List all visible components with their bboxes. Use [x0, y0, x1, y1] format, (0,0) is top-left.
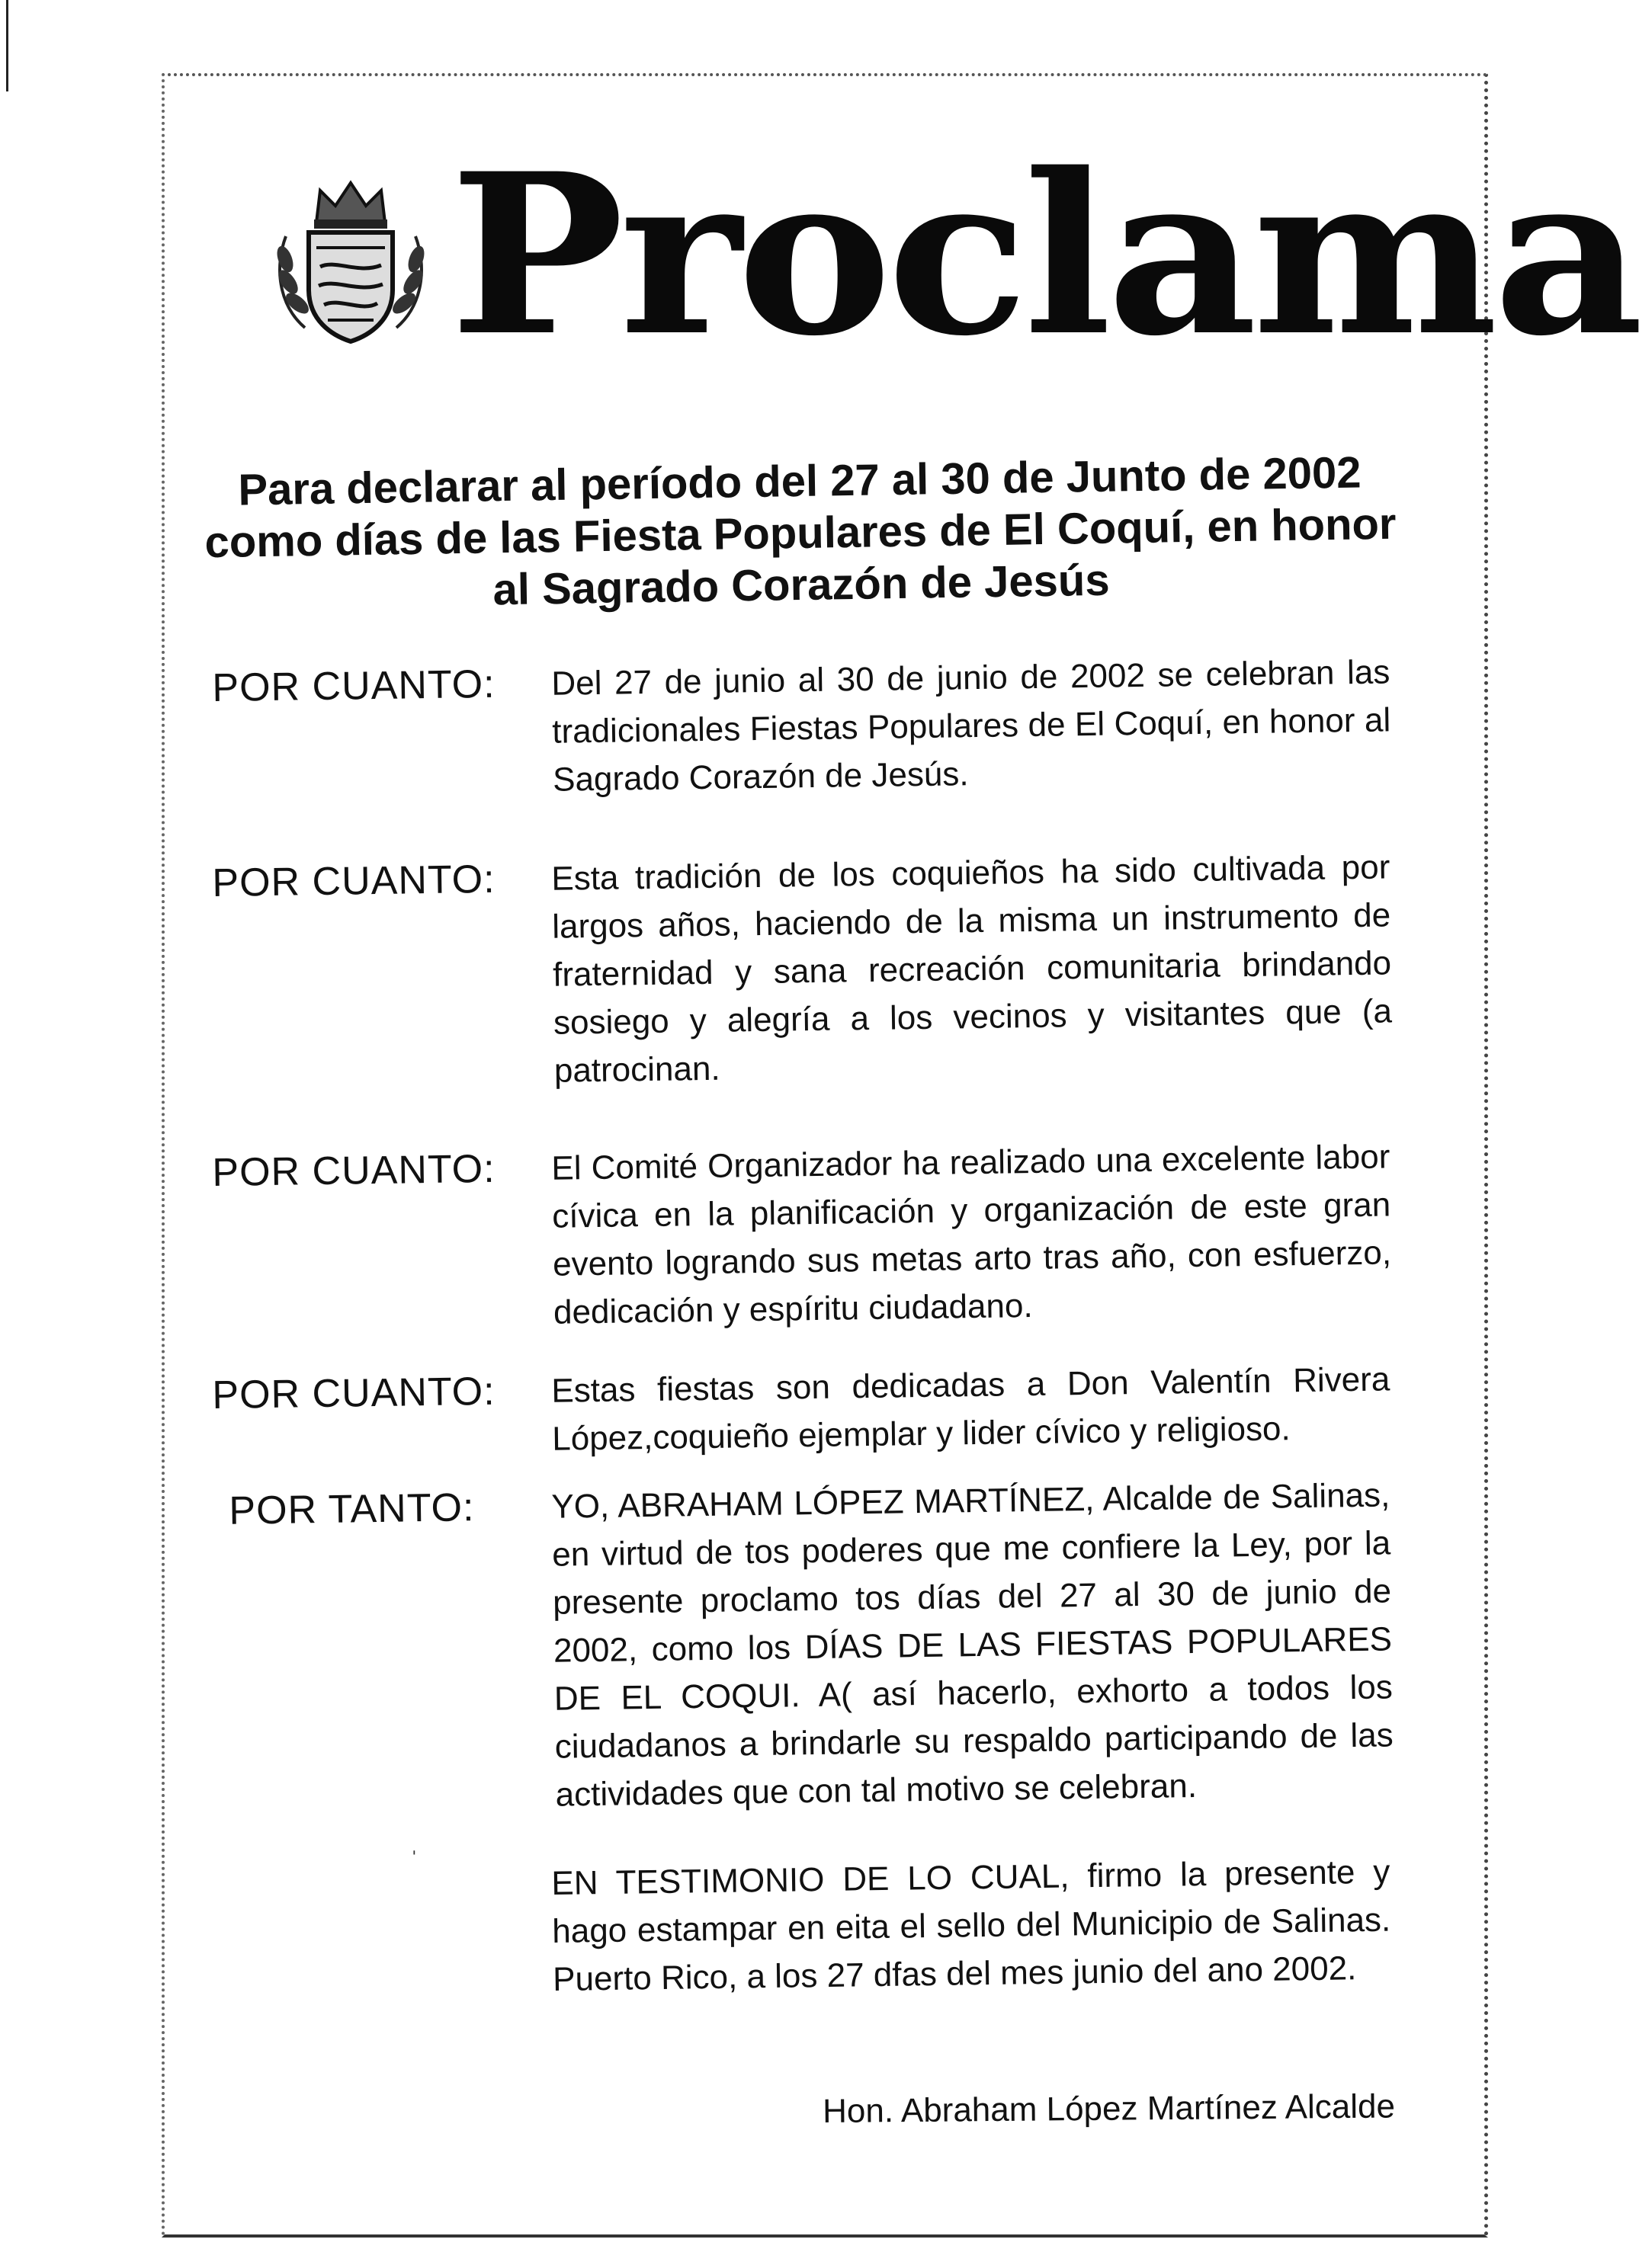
- subject-line: Para declarar al período del 27 al 30 de Junto de 2002: [237, 447, 1362, 515]
- signature-line: Hon. Abraham López Martínez Alcalde: [822, 2087, 1396, 2130]
- clause-text: YO, ABRAHAM LÓPEZ MARTÍNEZ, Alcalde de Salinas, en virtud de tos poderes que me confiere la Ley, por la presente proclamo tos días del 27 al 30 de junio de 2002, como los DÍAS DE LAS FIESTAS POPULARES DE EL COQUI. A( así hacerlo, exhorto a todos los ciudadanos a brindarle su respaldo participando de las actividades que con tal motivo se celebran.: [551, 1476, 1394, 1814]
- scan-edge-line: [6, 0, 8, 91]
- header: [274, 126, 1639, 392]
- clause-label: POR TANTO:: [229, 1485, 475, 1533]
- clause-text: El Comité Organizador ha realizado una excelente labor cívica en la planificación y organización de este gran evento logrando sus metas arto tras año, con esfuerzo, dedicación y espíritu ciudadano.: [551, 1138, 1392, 1331]
- proclamation-subject: [181, 446, 1419, 620]
- subject-line: como días de las Fiesta Populares de El Coquí, en honor: [204, 498, 1397, 568]
- clause-text: Esta tradición de los coquieños ha sido cultivada por largos años, haciendo de la misma un instrumento de fraternidad y sana recreación comunitaria brindando sosiego y alegría a los vecinos y visitantes que (a patrocinan.: [551, 848, 1393, 1090]
- clause-label: POR CUANTO:: [212, 1369, 496, 1418]
- municipal-coat-of-arms-icon: [274, 175, 427, 351]
- clause-label: POR CUANTO:: [212, 662, 496, 710]
- testimonio-paragraph: EN TESTIMONIO DE LO CUAL, firmo la presente y hago estampar en eita el sello del Municipio de Salinas. Puerto Rico, a los 27 dfas del mes junio del ano 2002.: [551, 1853, 1391, 1998]
- page-title: Proclama: [450, 126, 1639, 385]
- subject-line: al Sagrado Corazón de Jesús: [492, 555, 1111, 615]
- clause-label: POR CUANTO:: [212, 857, 496, 905]
- clause-text: Del 27 de junio al 30 de junio de 2002 se celebran las tradicionales Fiestas Populares de El Coquí, en honor al Sagrado Corazón de Jesús.: [551, 653, 1391, 799]
- stray-mark: ˌ: [410, 1828, 419, 1855]
- clause-text: Estas fiestas son dedicadas a Don Valentín Rivera López,coquieño ejemplar y lider cívico y religioso.: [551, 1360, 1390, 1458]
- clause-label: POR CUANTO:: [212, 1146, 496, 1195]
